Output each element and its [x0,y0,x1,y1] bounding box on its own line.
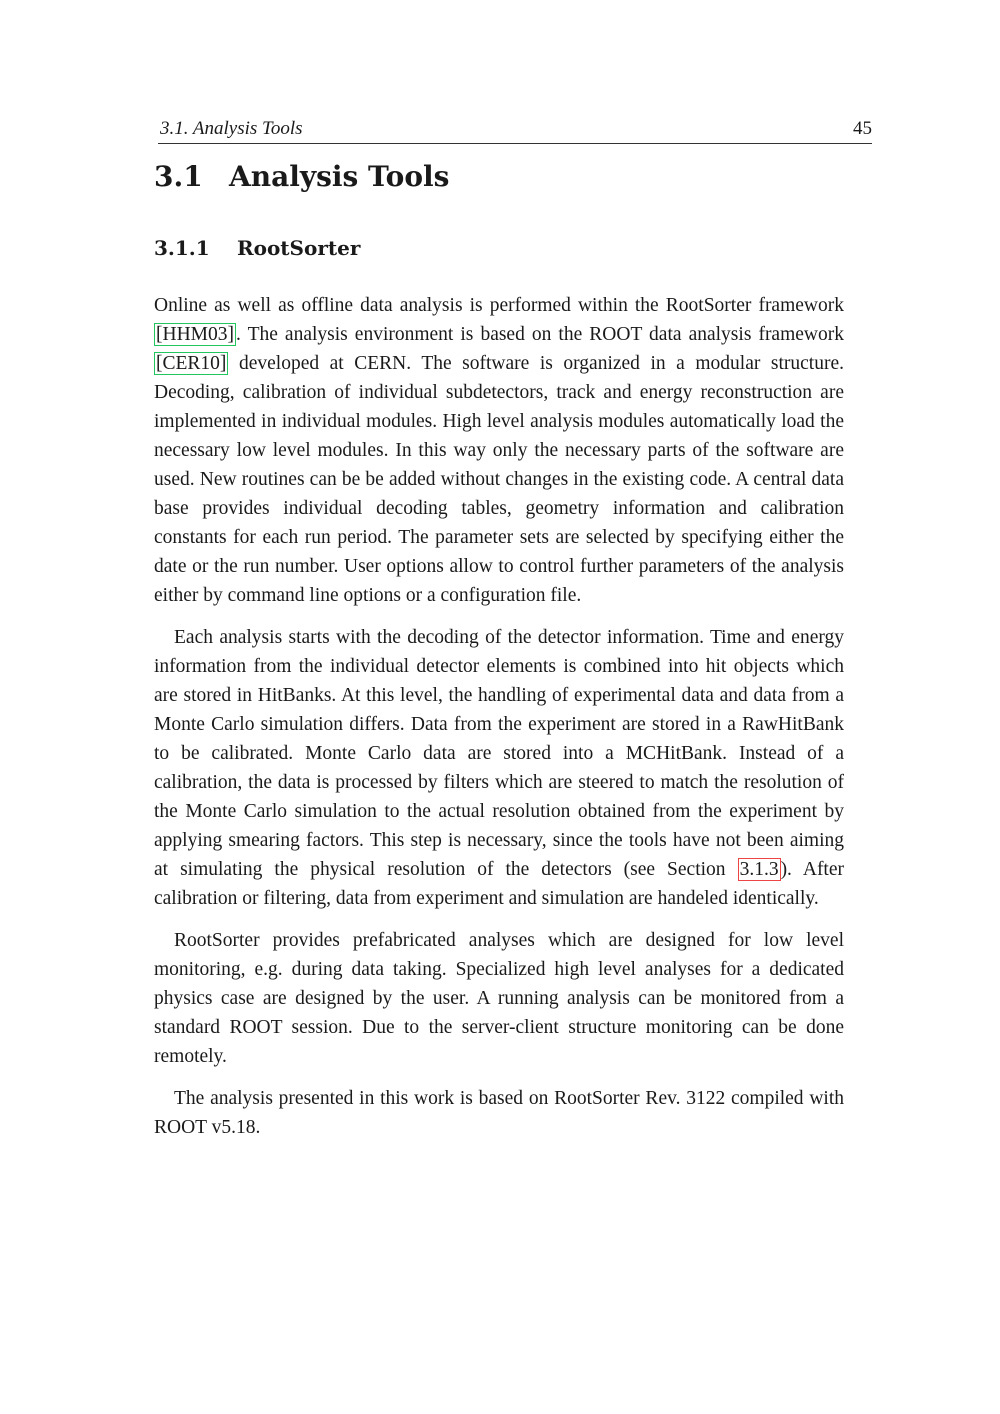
subsection-heading [154,236,360,260]
paragraph-4: The analysis presented in this work is based on RootSorter Rev. 3122 compiled with ROOT v5.18. [154,1088,844,1138]
citation-link-cer10[interactable]: [CER10] [156,353,227,374]
body-text [154,291,844,1155]
paragraph-text: Each analysis starts with the decoding of the detector information. Time and energy information from the individual detector elements is combined into hit objects which are stored in HitBanks. At this level, the handling of experimental data and data from a Monte Carlo simulation differs. Data from the experiment are stored in a RawHitBank to be calibrated. Monte Carlo data are stored into a MCHitBank. Instead of a calibration, the data is processed by filters which are steered to match the resolution of the Monte Carlo simulation to the actual resolution obtained from the experiment by applying smearing factors. This step is necessary, since the tools have not been aiming at simulating the physical resolution of the detectors (see Section [154,627,844,880]
section-heading [154,160,449,193]
page-number: 45 [853,118,872,139]
paragraph-text: Online as well as offline data analysis is performed within the RootSorter framework [154,295,844,316]
paragraph-1 [154,291,844,610]
paragraph-3: RootSorter provides prefabricated analyses which are designed for low level monitoring, e.g. during data taking. Specialized high level analyses for a dedicated physics case are designed by the user. A running analysis can be monitored from a standard ROOT session. Due to the server-client structure monitoring can be done remotely. [154,930,844,1067]
paragraph-text: . The analysis environment is based on the ROOT data analysis framework [236,324,844,345]
paragraph-text: developed at CERN. The software is organized in a modular structure. Decoding, calibration of individual subdetectors, track and energy reconstruction are implemented in individual modules. High level analysis modules automatically load the necessary low level modules. In this way only the necessary parts of the software are used. New routines can be be added without changes in the existing code. A central data base provides individual decoding tables, geometry information and calibration constants for each run period. The parameter sets are selected by specifying either the date or the run number. User options allow to control further parameters of the analysis either by command line options or a configuration file. [154,353,844,606]
subsection-number: 3.1.1 [154,236,210,260]
section-title: Analysis Tools [229,160,450,193]
paragraph-2 [154,623,844,913]
section-ref-link[interactable]: 3.1.3 [739,859,779,880]
running-header [158,116,872,144]
section-number: 3.1 [154,160,203,193]
running-header-title: 3.1. Analysis Tools [160,118,303,139]
subsection-title: RootSorter [237,236,361,260]
paragraph-text: ). After calibration or filtering, data from experiment and simulation are handeled identically. [154,859,844,909]
citation-link-hhm03[interactable]: [HHM03] [156,324,234,345]
